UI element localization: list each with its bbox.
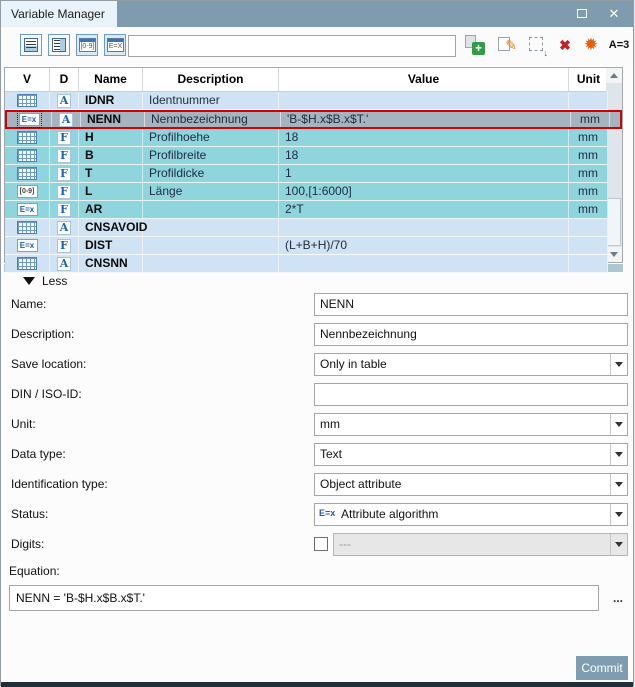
- details-right-icon: [52, 38, 66, 52]
- col-header-description[interactable]: Description: [143, 68, 279, 91]
- chevron-down-icon: [610, 474, 627, 495]
- cell-unit: mm: [569, 129, 608, 147]
- d-cell: [50, 219, 79, 237]
- form-row-unit: [1, 413, 635, 437]
- table-row[interactable]: [5, 219, 608, 237]
- d-cell: [50, 201, 79, 219]
- selected-value: Object attribute: [320, 477, 402, 491]
- chevron-down-icon: [610, 534, 627, 555]
- cell-unit: [569, 219, 608, 237]
- cell-description: Profilbreite: [143, 147, 279, 165]
- v-type-icon: [17, 131, 37, 144]
- update-variables-button[interactable]: [581, 35, 601, 55]
- cell-name: T: [79, 165, 143, 183]
- v-type-icon: [17, 94, 37, 107]
- d-type-icon: F: [57, 203, 71, 217]
- d-cell: [50, 147, 79, 165]
- table-row[interactable]: [5, 255, 608, 273]
- equation-more-button[interactable]: ...: [612, 591, 623, 605]
- table-row[interactable]: [5, 110, 622, 129]
- d-type-icon: A: [57, 221, 71, 235]
- add-variable-button[interactable]: [465, 35, 485, 55]
- sunburst-icon: ✹: [583, 35, 599, 54]
- cell-value: 1: [279, 165, 569, 183]
- data-type-label: Data type:: [11, 447, 66, 461]
- cell-unit: mm: [569, 147, 608, 165]
- chevron-down-icon: [610, 504, 627, 525]
- v-type-icon: [17, 221, 37, 234]
- input-value: NENN: [320, 297, 355, 311]
- view-details-bottom-button[interactable]: [20, 34, 42, 56]
- d-type-icon: F: [57, 239, 71, 253]
- d-type-icon: A: [59, 113, 73, 127]
- cell-description: [143, 201, 279, 219]
- cell-value: 18: [279, 147, 569, 165]
- cell-value: 2*T: [279, 201, 569, 219]
- equation-label: Equation:: [9, 564, 60, 578]
- table-row[interactable]: [5, 183, 608, 201]
- v-cell: [5, 129, 50, 147]
- chevron-down-icon: [610, 354, 627, 375]
- d-cell: [50, 183, 79, 201]
- v-cell: [5, 147, 50, 165]
- chevron-down-icon: [610, 444, 627, 465]
- edit-variable-button[interactable]: [497, 35, 517, 55]
- attribute-assignment-button[interactable]: [606, 35, 632, 55]
- expander-label: Less: [42, 274, 68, 288]
- form-row-data-type: [1, 443, 635, 467]
- v-type-icon: [17, 167, 37, 180]
- triangle-up-icon: [610, 73, 618, 78]
- form-row-name: [1, 293, 635, 317]
- delete-x-icon: ✖: [559, 37, 571, 53]
- selected-value: Text: [320, 447, 343, 461]
- commit-button[interactable]: Commit: [576, 656, 628, 680]
- cell-description: Länge: [143, 183, 279, 201]
- form-row-digits: [1, 533, 635, 557]
- cell-unit: mm: [569, 183, 608, 201]
- cell-name: B: [79, 147, 143, 165]
- data-type-dropdown[interactable]: [314, 443, 628, 466]
- identification-type-dropdown[interactable]: [314, 473, 628, 496]
- d-type-icon: A: [57, 94, 71, 108]
- d-cell: [50, 92, 79, 110]
- d-cell: [50, 129, 79, 147]
- selected-value: Attribute algorithm: [341, 507, 439, 521]
- table-row[interactable]: [5, 237, 608, 255]
- save-location-label: Save location:: [11, 357, 87, 371]
- filter-formula-button[interactable]: [104, 34, 126, 56]
- cell-unit: [569, 92, 608, 110]
- form-row-description: [1, 323, 635, 347]
- form-row-status: [1, 503, 635, 527]
- view-details-right-button[interactable]: [48, 34, 70, 56]
- d-type-icon: F: [57, 131, 71, 145]
- col-header-unit[interactable]: Unit: [576, 72, 601, 86]
- save-location-dropdown[interactable]: [314, 353, 628, 376]
- din-iso-id-input[interactable]: [314, 383, 628, 406]
- v-cell: [5, 165, 50, 183]
- a-equals-3-icon: A=3: [608, 39, 630, 51]
- delete-variable-button[interactable]: [555, 35, 575, 55]
- d-cell: [52, 112, 81, 127]
- formula-icon: E=x: [319, 508, 336, 518]
- identification-type-label: Identification type:: [11, 477, 108, 491]
- cell-unit: mm: [569, 201, 608, 219]
- less-expander[interactable]: [23, 273, 67, 289]
- v-cell: [5, 237, 50, 255]
- col-header-d[interactable]: D: [50, 68, 79, 91]
- cell-value: [279, 92, 569, 110]
- selected-value: mm: [320, 417, 340, 431]
- col-header-value[interactable]: Value: [279, 68, 569, 91]
- status-dropdown[interactable]: [314, 503, 628, 526]
- d-type-icon: A: [57, 257, 71, 271]
- v-type-icon: [17, 257, 37, 270]
- cell-name: IDNR: [79, 92, 143, 110]
- cell-value: (L+B+H)/70: [279, 237, 569, 255]
- formula-window-icon: E=X: [107, 38, 124, 52]
- cell-name: CNSAVOID: [79, 219, 143, 237]
- d-cell: [50, 255, 79, 273]
- cell-value: 'B-$H.x$B.x$T.': [281, 112, 571, 127]
- transfer-variable-button[interactable]: [527, 35, 548, 58]
- cell-name: DIST: [79, 237, 143, 255]
- arrow-down-icon: ↓: [543, 48, 548, 58]
- v-type-icon: [0-9]: [17, 185, 38, 198]
- table-header: [5, 68, 608, 92]
- col-header-name[interactable]: Name: [79, 68, 143, 91]
- titlebar[interactable]: [1, 1, 633, 27]
- d-type-icon: F: [57, 185, 71, 199]
- v-type-icon: E=x: [17, 239, 38, 252]
- d-cell: [50, 237, 79, 255]
- v-cell: [5, 92, 50, 110]
- cell-unit: mm: [569, 165, 608, 183]
- cell-unit: [569, 255, 608, 273]
- d-type-icon: F: [57, 167, 71, 181]
- cell-name: H: [79, 129, 143, 147]
- d-cell: [50, 165, 79, 183]
- form-row-identification-type: [1, 473, 635, 497]
- cell-value: 100,[1:6000]: [279, 183, 569, 201]
- description-label: Description:: [11, 327, 75, 341]
- scroll-up-button[interactable]: [606, 68, 622, 83]
- cell-name: NENN: [81, 112, 145, 127]
- din-iso-id-label: DIN / ISO-ID:: [11, 387, 82, 401]
- maximize-icon: [577, 9, 587, 18]
- cell-description: Profilhoehe: [143, 129, 279, 147]
- window-title: Variable Manager: [1, 1, 117, 27]
- v-type-icon: E=x: [19, 113, 40, 126]
- cell-name: L: [79, 183, 143, 201]
- cell-value: 18: [279, 129, 569, 147]
- table-row[interactable]: [5, 129, 608, 147]
- cell-description: [143, 237, 279, 255]
- collapse-triangle-icon: [23, 277, 35, 285]
- digits-label: Digits:: [11, 537, 45, 551]
- pencil-icon: ✎: [505, 37, 517, 53]
- numeric-window-icon: [0-9]: [79, 38, 96, 52]
- v-cell: [5, 201, 50, 219]
- col-header-v[interactable]: V: [5, 68, 50, 91]
- cell-value: [279, 255, 569, 273]
- cell-unit: mm: [571, 112, 610, 127]
- input-value: Nennbezeichnung: [320, 327, 417, 341]
- selected-value: ---: [339, 537, 351, 551]
- cell-name: AR: [79, 201, 143, 219]
- cell-unit: [569, 237, 608, 255]
- unit-dropdown[interactable]: [314, 413, 628, 436]
- close-button[interactable]: [599, 1, 629, 27]
- name-label: Name:: [11, 297, 47, 311]
- table-body: [5, 92, 624, 270]
- form-row-din-iso-id: [1, 383, 635, 407]
- unit-label: Unit:: [11, 417, 36, 431]
- description-input[interactable]: [314, 323, 628, 346]
- variables-table: [4, 67, 623, 270]
- d-type-icon: F: [57, 149, 71, 163]
- v-type-icon: [17, 149, 37, 162]
- table-row[interactable]: [5, 201, 608, 219]
- close-icon: ✕: [608, 6, 620, 21]
- cell-description: Profildicke: [143, 165, 279, 183]
- chevron-down-icon: [610, 414, 627, 435]
- v-cell: [5, 255, 50, 273]
- digits-checkbox[interactable]: [314, 537, 328, 551]
- cell-description: [143, 219, 279, 237]
- table-row[interactable]: [5, 92, 608, 110]
- cell-name: CNSNN: [79, 255, 143, 273]
- filter-numeric-button[interactable]: [76, 34, 98, 56]
- form-row-save-location: [1, 353, 635, 377]
- status-label: Status:: [11, 507, 49, 521]
- v-type-icon: E=x: [17, 203, 38, 216]
- name-input[interactable]: [314, 293, 628, 316]
- toolbar: [1, 27, 633, 65]
- selected-value: Only in table: [320, 357, 387, 371]
- cell-description: [143, 255, 279, 273]
- v-cell: [5, 219, 50, 237]
- v-cell: [5, 183, 50, 201]
- add-plus-icon: +: [472, 42, 485, 55]
- window-bottom-edge: [1, 682, 633, 687]
- cell-description: Identnummer: [143, 92, 279, 110]
- details-bottom-icon: [24, 38, 38, 52]
- equation-input[interactable]: NENN = 'B-$H.x$B.x$T.': [9, 585, 599, 611]
- v-cell: [7, 112, 52, 127]
- digits-dropdown[interactable]: [333, 533, 628, 556]
- maximize-button[interactable]: [567, 1, 597, 27]
- table-row[interactable]: [5, 165, 608, 183]
- filter-input[interactable]: [128, 35, 456, 57]
- cell-description: Nennbezeichnung: [145, 112, 281, 127]
- cell-value: [279, 219, 569, 237]
- table-row[interactable]: [5, 147, 608, 165]
- dashed-box-icon: [529, 37, 543, 51]
